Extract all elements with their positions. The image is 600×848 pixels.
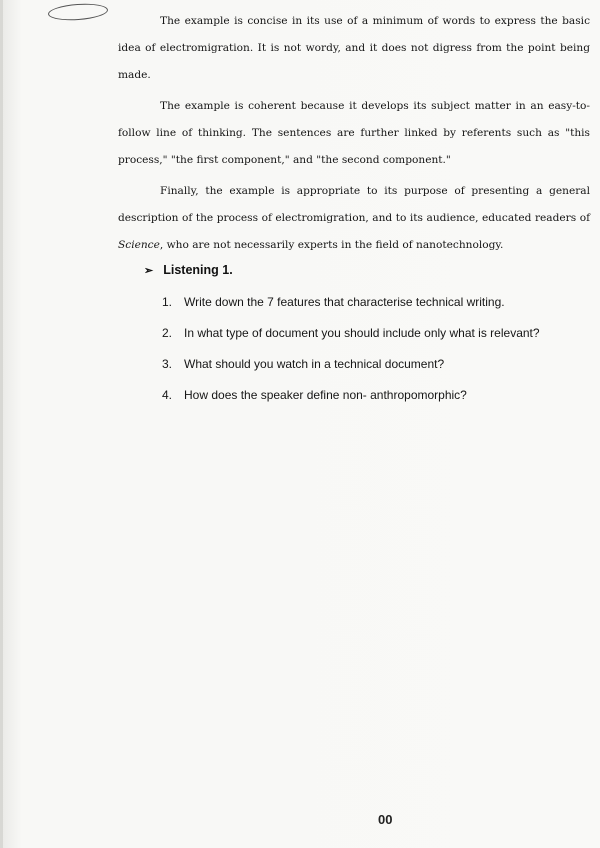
arrow-bullet-icon: ➢ (144, 264, 154, 277)
list-item (162, 295, 592, 326)
list-item (162, 326, 592, 357)
question-text: How does the speaker define non- anthropomorphic? (184, 388, 467, 402)
list-item (162, 357, 592, 388)
paragraph-coherent (118, 93, 590, 174)
institution-stamp (48, 2, 109, 22)
question-text: Write down the 7 features that characterise technical writing. (184, 295, 505, 309)
listening-title: Listening 1. (163, 263, 233, 277)
question-list (162, 295, 592, 419)
question-number: 1. (162, 295, 173, 309)
list-item (162, 388, 592, 419)
paragraph-appropriate (118, 178, 590, 259)
paragraph-text: The example is coherent because it develops its subject matter in an easy-to-follow line of thinking. The sentences are further linked by referents such as "this process," "the first component," and "the second component." (118, 100, 590, 166)
question-number: 3. (162, 357, 173, 371)
question-text: In what type of document you should include only what is relevant? (184, 326, 540, 340)
journal-name: Science (118, 239, 160, 251)
paragraph-text-tail: , who are not necessarily experts in the field of nanotechnology. (159, 239, 504, 251)
question-text: What should you watch in a technical document? (184, 357, 445, 371)
page-edge-shadow (0, 0, 3, 848)
paragraph-text-main: Finally, the example is appropriate to its purpose of presenting a general description of the process of electromigration, and to its audience, educated readers of (118, 185, 590, 224)
paragraph-text (118, 178, 590, 259)
question-number: 2. (162, 326, 173, 340)
paragraph-text: The example is concise in its use of a minimum of words to express the basic idea of electromigration. It is not wordy, and it does not digress from the point being made. (118, 15, 590, 81)
listening-heading (144, 263, 233, 277)
paragraph-concise (118, 8, 590, 89)
question-number: 4. (162, 388, 173, 402)
page-number: 00 (378, 812, 393, 827)
